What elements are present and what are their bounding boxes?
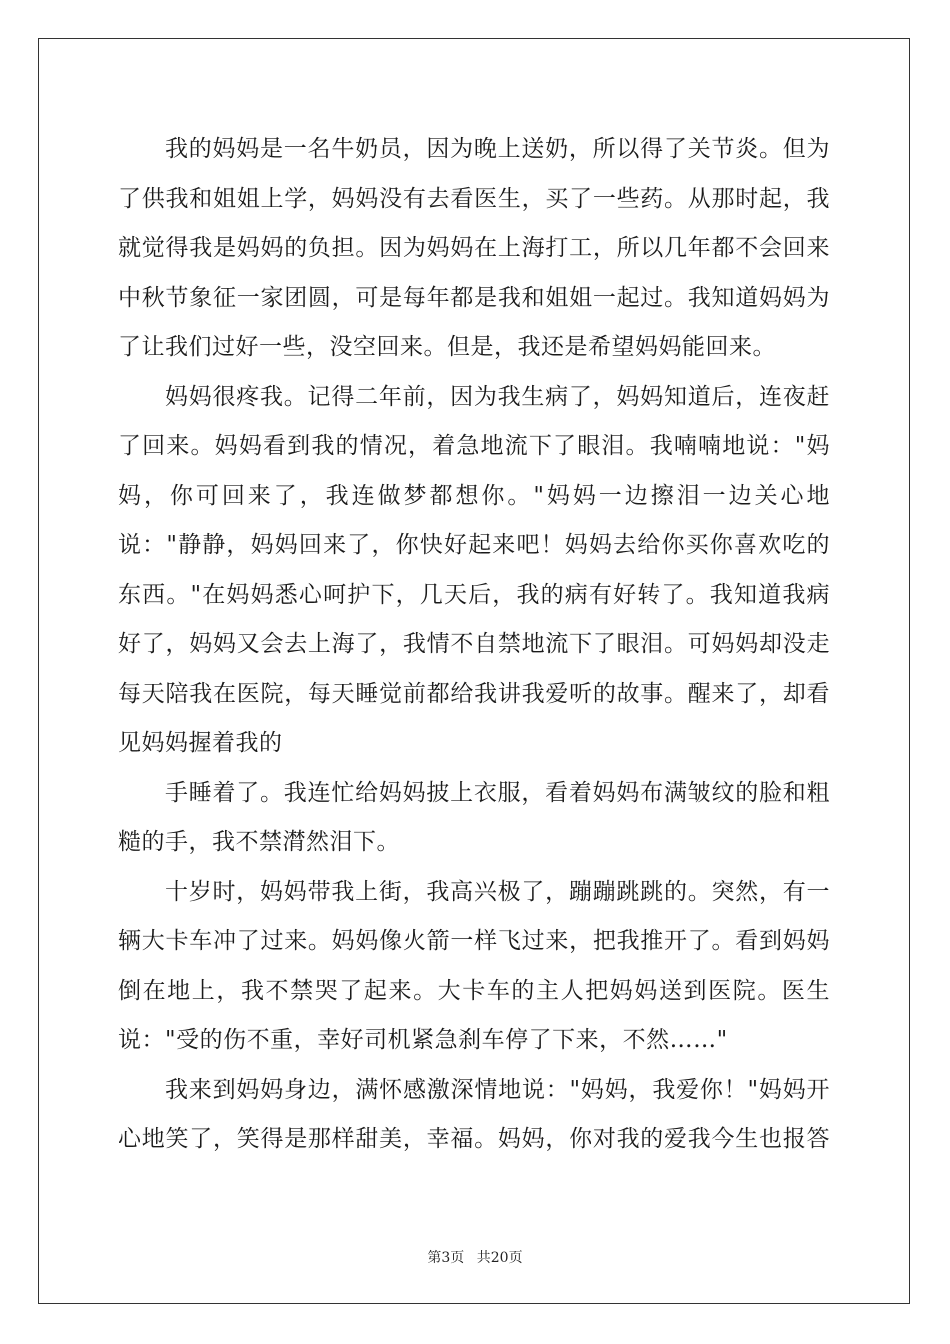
page-footer <box>0 1247 950 1267</box>
text-line: 就觉得我是妈妈的负担。因为妈妈在上海打工，所以几年都不会回来 <box>118 235 830 261</box>
text-line: 心地笑了，笑得是那样甜美，幸福。妈妈，你对我的爱我今生也报答 <box>118 1126 830 1152</box>
text-line: 十岁时，妈妈带我上街，我高兴极了，蹦蹦跳跳的。突然，有一 <box>165 878 830 905</box>
page-number: 第3页 <box>427 1250 465 1266</box>
document-body <box>118 125 830 1165</box>
text-line: 说："受的伤不重，幸好司机紧急刹车停了下来，不然……" <box>118 1027 728 1053</box>
text-line: 我来到妈妈身边，满怀感激深情地说："妈妈，我爱你！"妈妈开 <box>165 1076 830 1103</box>
text-line: 妈妈很疼我。记得二年前，因为我生病了，妈妈知道后，连夜赶 <box>165 383 830 410</box>
text-line: 好了，妈妈又会去上海了，我情不自禁地流下了眼泪。可妈妈却没走 <box>118 631 830 657</box>
text-line: 糙的手，我不禁潸然泪下。 <box>118 829 400 855</box>
text-line: 说："静静，妈妈回来了，你快好起来吧！妈妈去给你买你喜欢吃的 <box>118 532 830 558</box>
page-total: 共20页 <box>476 1250 523 1266</box>
text-line: 东西。"在妈妈悉心呵护下，几天后，我的病有好转了。我知道我病 <box>118 581 830 608</box>
text-line: 了让我们过好一些，没空回来。但是，我还是希望妈妈能回来。 <box>118 334 776 360</box>
text-line: 了回来。妈妈看到我的情况，着急地流下了眼泪。我喃喃地说："妈 <box>118 433 830 459</box>
text-line: 我的妈妈是一名牛奶员，因为晚上送奶，所以得了关节炎。但为 <box>165 136 830 162</box>
text-line: 倒在地上，我不禁哭了起来。大卡车的主人把妈妈送到医院。医生 <box>118 977 830 1004</box>
text-line: 手睡着了。我连忙给妈妈披上衣服，看着妈妈布满皱纹的脸和粗 <box>165 779 830 806</box>
text-line: 见妈妈握着我的 <box>118 730 283 756</box>
text-line: 中秋节象征一家团圆，可是每年都是我和姐姐一起过。我知道妈妈为 <box>118 284 830 311</box>
text-line: 每天陪我在医院，每天睡觉前都给我讲我爱听的故事。醒来了，却看 <box>118 680 830 707</box>
text-line: 了供我和姐姐上学，妈妈没有去看医生，买了一些药。从那时起，我 <box>118 185 830 212</box>
text-line: 辆大卡车冲了过来。妈妈像火箭一样飞过来，把我推开了。看到妈妈 <box>118 928 830 954</box>
text-line: 妈，你可回来了，我连做梦都想你。"妈妈一边擦泪一边关心地 <box>118 482 830 509</box>
